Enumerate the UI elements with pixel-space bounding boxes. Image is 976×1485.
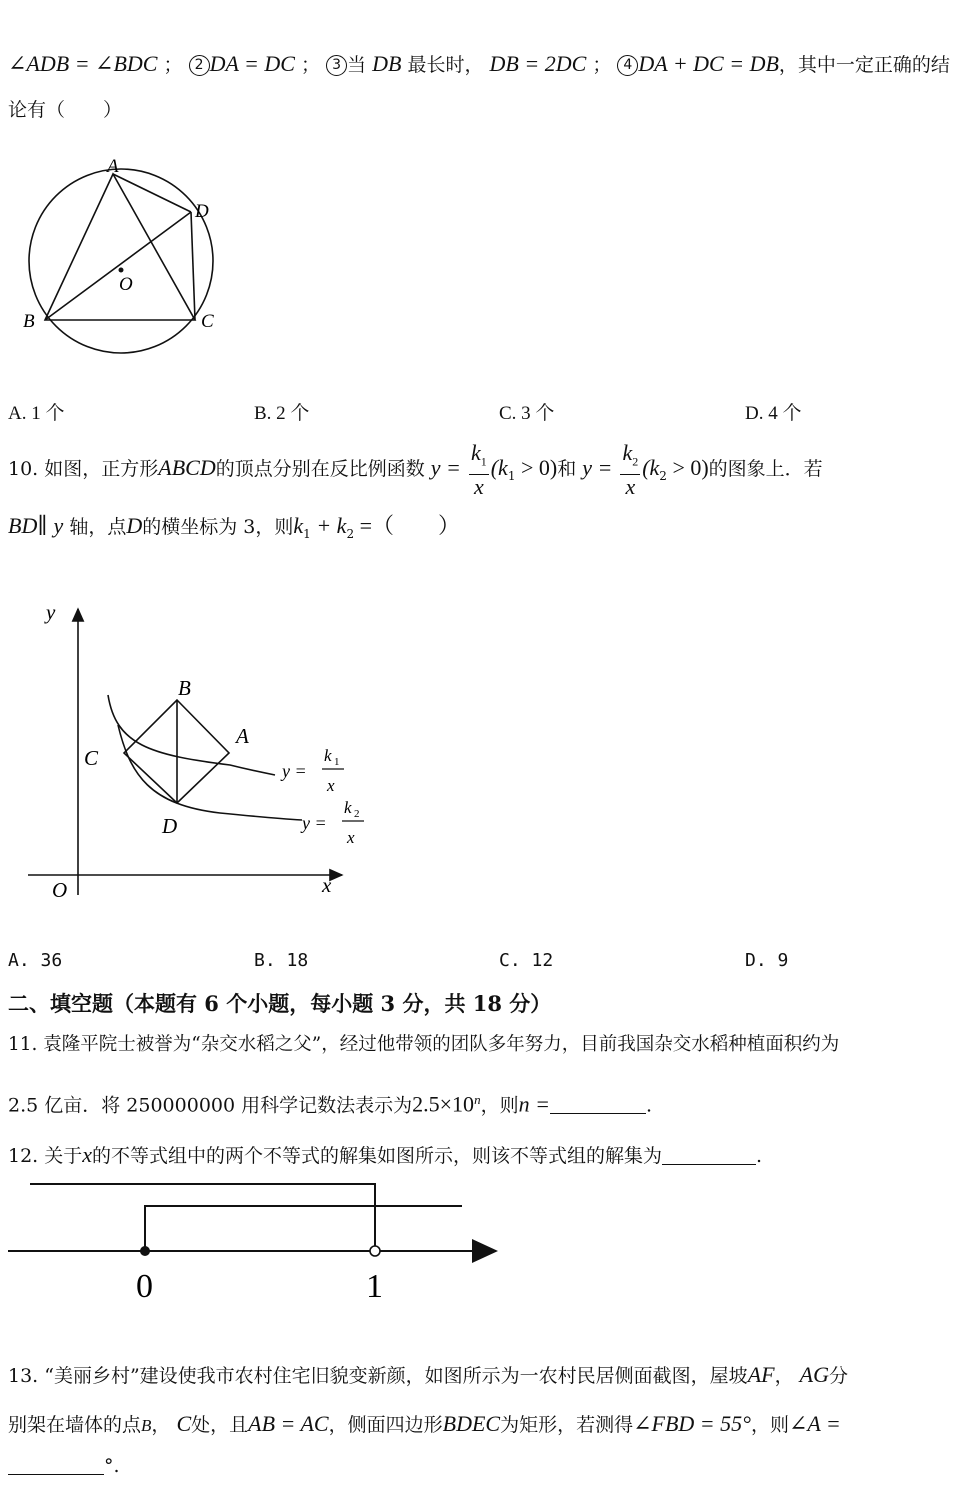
curve-label-1-sub: 1 xyxy=(334,756,340,768)
label-a: A xyxy=(236,724,249,748)
label-b: B xyxy=(178,676,191,700)
label-o: O xyxy=(119,274,133,295)
circumcircle xyxy=(29,169,213,353)
q11-line1: 11. 袁隆平院士被誉为“杂交水稻之父”，经过他带领的团队多年努力，目前我国杂交水稻种植面积约为 xyxy=(8,1034,840,1055)
q10-hyperbola-figure xyxy=(20,595,380,905)
q9-option-c[interactable]: C. 3 个 xyxy=(499,403,555,424)
q9-line2: 论有（ ） xyxy=(8,99,123,121)
q13-line3: °. xyxy=(8,1452,120,1480)
center-o-point xyxy=(119,268,124,273)
tick-label-1: 1 xyxy=(366,1268,383,1305)
label-x-axis: x xyxy=(322,873,332,897)
label-d: D xyxy=(195,201,209,222)
segment-ad xyxy=(113,174,191,212)
solution-ray-x-lt-1 xyxy=(30,1184,375,1251)
q10-line1: 10. 如图，正方形ABCD的顶点分别在反比例函数 y = $\frac{k_1}{x}$ $(k_1 > 0)$和 y = $\frac{k_2}{x}$ $(k_2 > 0)$的图象上．若 xyxy=(8,440,823,499)
curve-label-1-x: x xyxy=(327,776,335,795)
section-heading: 二、填空题（本题有 6 个小题，每小题 3 分，共 18 分） xyxy=(8,991,552,1016)
q13-answer-blank[interactable] xyxy=(8,1474,104,1475)
circled-number-3: 3 xyxy=(326,55,347,76)
q9-circle-figure xyxy=(15,150,225,370)
curve-label-2-sub: 2 xyxy=(354,808,360,820)
q12-answer-blank[interactable] xyxy=(662,1164,756,1165)
q13-line1: 13. “美丽乡村”建设使我市农村住宅旧貌变新颜，如图所示为一农村民居侧面截图，屋坡AF， AG分 xyxy=(8,1362,848,1387)
curve-label-1-k: k xyxy=(324,746,332,765)
q10-option-d[interactable]: D. 9 xyxy=(745,950,789,971)
q12-number-line-figure xyxy=(0,1175,520,1305)
solution-ray-x-ge-0 xyxy=(145,1206,462,1251)
q9-statements: ∠ADB = ∠BDC ； 2 DA = DC ； 3 当 DB 最长时， DB = 2DC ； 4 DA + DC = DB，其中一定正确的结 xyxy=(8,51,950,76)
curve-label-2-y: y = xyxy=(302,813,327,833)
fraction-k1-over-x: $\frac{k_1}{x}$ xyxy=(470,440,487,499)
circled-number-4: 4 xyxy=(617,55,638,76)
label-a: A xyxy=(107,156,119,177)
label-d: D xyxy=(162,814,178,838)
q12-line: 12. 关于x的不等式组中的两个不等式的解集如图所示，则该不等式组的解集为 . xyxy=(8,1142,763,1167)
q13-line2: 别架在墙体的点B， C处，且AB = AC，侧面四边形BDEC为矩形，若测得∠FBD = 55°，则∠A = xyxy=(8,1411,841,1436)
q11-line2: 2.5 亿亩．将 250000000 用科学记数法表示为$2.5\times 10^n$，则n = . xyxy=(8,1091,652,1117)
fraction-k2-over-x: $\frac{k_2}{x}$ xyxy=(622,440,639,499)
curve-label-2-k: k xyxy=(344,798,352,817)
segment-db xyxy=(45,212,191,320)
label-c: C xyxy=(201,311,214,332)
q11-answer-blank[interactable] xyxy=(550,1113,646,1114)
tick-label-0: 0 xyxy=(136,1268,153,1305)
q10-line2: BD∥ y 轴，点D的横坐标为 3，则$k_1 + k_2$ =（ ） xyxy=(8,513,460,541)
q10-option-c[interactable]: C. 12 xyxy=(499,950,554,971)
label-origin: O xyxy=(52,878,68,902)
segment-dc xyxy=(191,212,195,320)
label-y-axis: y xyxy=(46,600,56,624)
triangle-abc xyxy=(45,174,195,320)
q9-option-a[interactable]: A. 1 个 xyxy=(8,403,65,424)
label-b: B xyxy=(23,311,35,332)
q10-option-b[interactable]: B. 18 xyxy=(254,950,309,971)
label-c: C xyxy=(84,746,99,770)
curve-label-2-x: x xyxy=(347,828,355,847)
q10-option-a[interactable]: A. 36 xyxy=(8,950,63,971)
q9-option-b[interactable]: B. 2 个 xyxy=(254,403,310,424)
circled-number-2: 2 xyxy=(189,55,210,76)
q9-option-d[interactable]: D. 4 个 xyxy=(745,403,802,424)
closed-dot-0 xyxy=(140,1246,150,1256)
curve-label-1-y: y = xyxy=(282,761,307,781)
curve-k1 xyxy=(108,695,275,775)
open-dot-1 xyxy=(370,1246,380,1256)
